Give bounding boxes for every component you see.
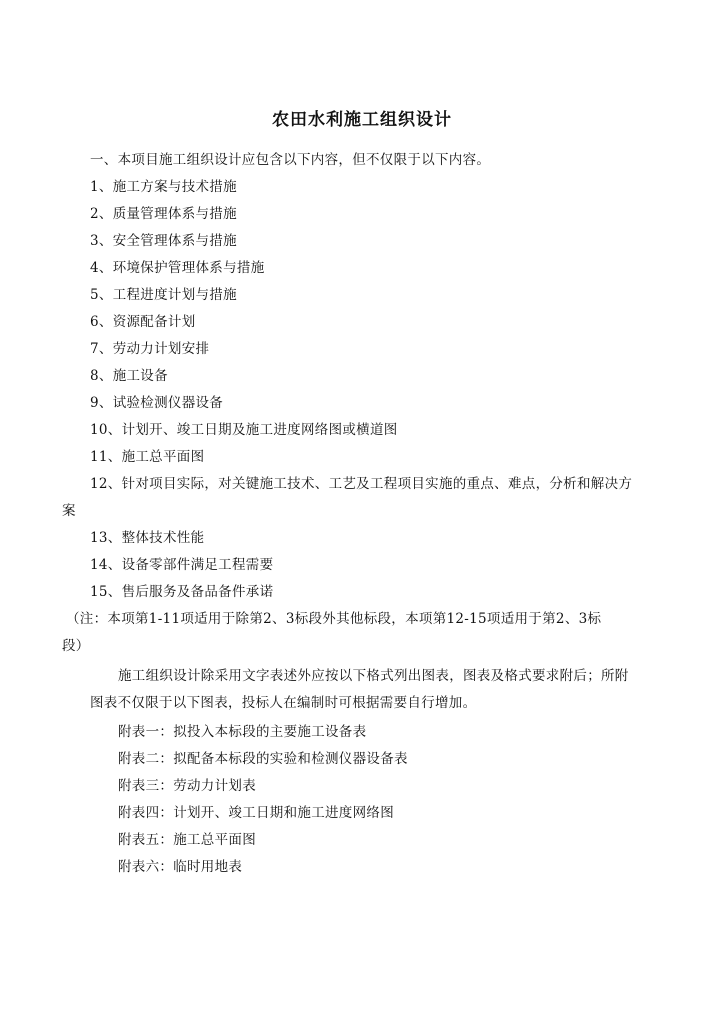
list-item: 3、安全管理体系与措施: [90, 233, 237, 249]
list-item: 11、施工总平面图: [90, 449, 205, 465]
list-item: 5、工程进度计划与措施: [90, 287, 237, 303]
appendix-item: 附表四：计划开、竣工日期和施工进度网络图: [118, 805, 394, 821]
paragraph-line1: 施工组织设计除采用文字表述外应按以下格式列出图表，图表及格式要求附后；所附: [118, 668, 629, 684]
paragraph-line2: 图表不仅限于以下图表，投标人在编制时可根据需要自行增加。: [90, 695, 477, 711]
intro-line: 一、本项目施工组织设计应包含以下内容，但不仅限于以下内容。: [90, 152, 491, 168]
note-line1: （注：本项第1-11项适用于除第2、3标段外其他标段，本项第12-15项适用于第2、3标: [66, 611, 602, 627]
list-item: 8、施工设备: [90, 368, 168, 384]
list-item: 6、资源配备计划: [90, 314, 196, 330]
list-item: 2、质量管理体系与措施: [90, 206, 237, 222]
note-line2: 段）: [62, 638, 90, 654]
appendix-item: 附表三：劳动力计划表: [118, 778, 256, 794]
appendix-item: 附表六：临时用地表: [118, 859, 243, 875]
list-item: 10、计划开、竣工日期及施工进度网络图或横道图: [90, 422, 398, 438]
list-item: 13、整体技术性能: [90, 530, 205, 546]
appendix-item: 附表五：施工总平面图: [118, 832, 256, 848]
page-title: 农田水利施工组织设计: [272, 110, 452, 130]
list-item: 4、环境保护管理体系与措施: [90, 260, 265, 276]
list-item: 7、劳动力计划安排: [90, 341, 210, 357]
list-item: 9、试验检测仪器设备: [90, 395, 224, 411]
list-item-12-line1: 12、针对项目实际，对关键施工技术、工艺及工程项目实施的重点、难点，分析和解决方: [90, 476, 633, 492]
list-item: 14、设备零部件满足工程需要: [90, 557, 274, 573]
list-item: 15、售后服务及备品备件承诺: [90, 584, 274, 600]
list-item: 1、施工方案与技术措施: [90, 179, 237, 195]
appendix-item: 附表一：拟投入本标段的主要施工设备表: [118, 724, 367, 740]
list-item-12-line2: 案: [62, 503, 76, 519]
appendix-item: 附表二：拟配备本标段的实验和检测仪器设备表: [118, 751, 408, 767]
